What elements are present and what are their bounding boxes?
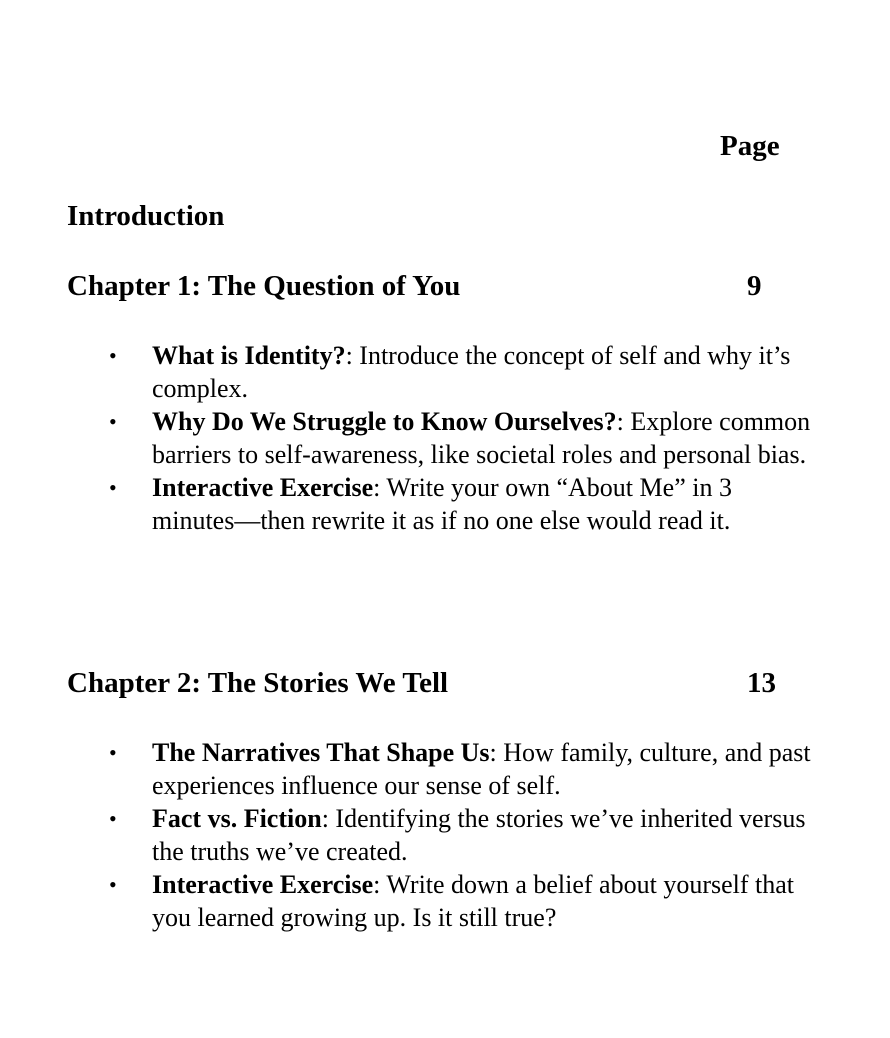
list-item <box>109 736 812 802</box>
bullet-icon: • <box>109 475 117 500</box>
chapter-1-title: Chapter 1: The Question of You <box>67 270 461 302</box>
chapter-2-topic-list <box>109 736 812 934</box>
topic-title: Fact vs. Fiction <box>152 804 322 833</box>
topic-description: : Identifying the stories we’ve inherited versus the truths we’ve created. <box>152 804 806 866</box>
bullet-icon: • <box>109 806 117 831</box>
topic-title: Interactive Exercise <box>152 870 374 899</box>
topic-description: : How family, culture, and past experiences influence our sense of self. <box>152 738 811 800</box>
topic-title: The Narratives That Shape Us <box>152 738 490 767</box>
chapter-2-page-number: 13 <box>747 667 776 699</box>
list-item <box>109 802 812 868</box>
topic-title: Why Do We Struggle to Know Ourselves? <box>152 407 617 436</box>
chapter-1-page-number: 9 <box>747 270 762 302</box>
list-item <box>109 339 812 405</box>
page-column-label: Page <box>720 130 780 162</box>
topic-description: : Write down a belief about yourself that you learned growing up. Is it still true? <box>152 870 795 932</box>
topic-title: Interactive Exercise <box>152 473 374 502</box>
topic-title: What is Identity? <box>152 341 346 370</box>
chapter-2-title: Chapter 2: The Stories We Tell <box>67 667 449 699</box>
list-item <box>109 868 812 934</box>
toc-introduction: Introduction <box>67 200 225 232</box>
bullet-icon: • <box>109 740 117 765</box>
topic-description: : Introduce the concept of self and why it’s complex. <box>152 341 791 403</box>
list-item <box>109 471 812 537</box>
list-item <box>109 405 812 471</box>
bullet-icon: • <box>109 409 117 434</box>
bullet-icon: • <box>109 343 117 368</box>
topic-description: : Explore common barriers to self-awareness, like societal roles and personal bias. <box>152 407 811 469</box>
topic-description: : Write your own “About Me” in 3 minutes—then rewrite it as if no one else would read it. <box>152 473 732 535</box>
bullet-icon: • <box>109 872 117 897</box>
chapter-1-topic-list <box>109 339 812 537</box>
